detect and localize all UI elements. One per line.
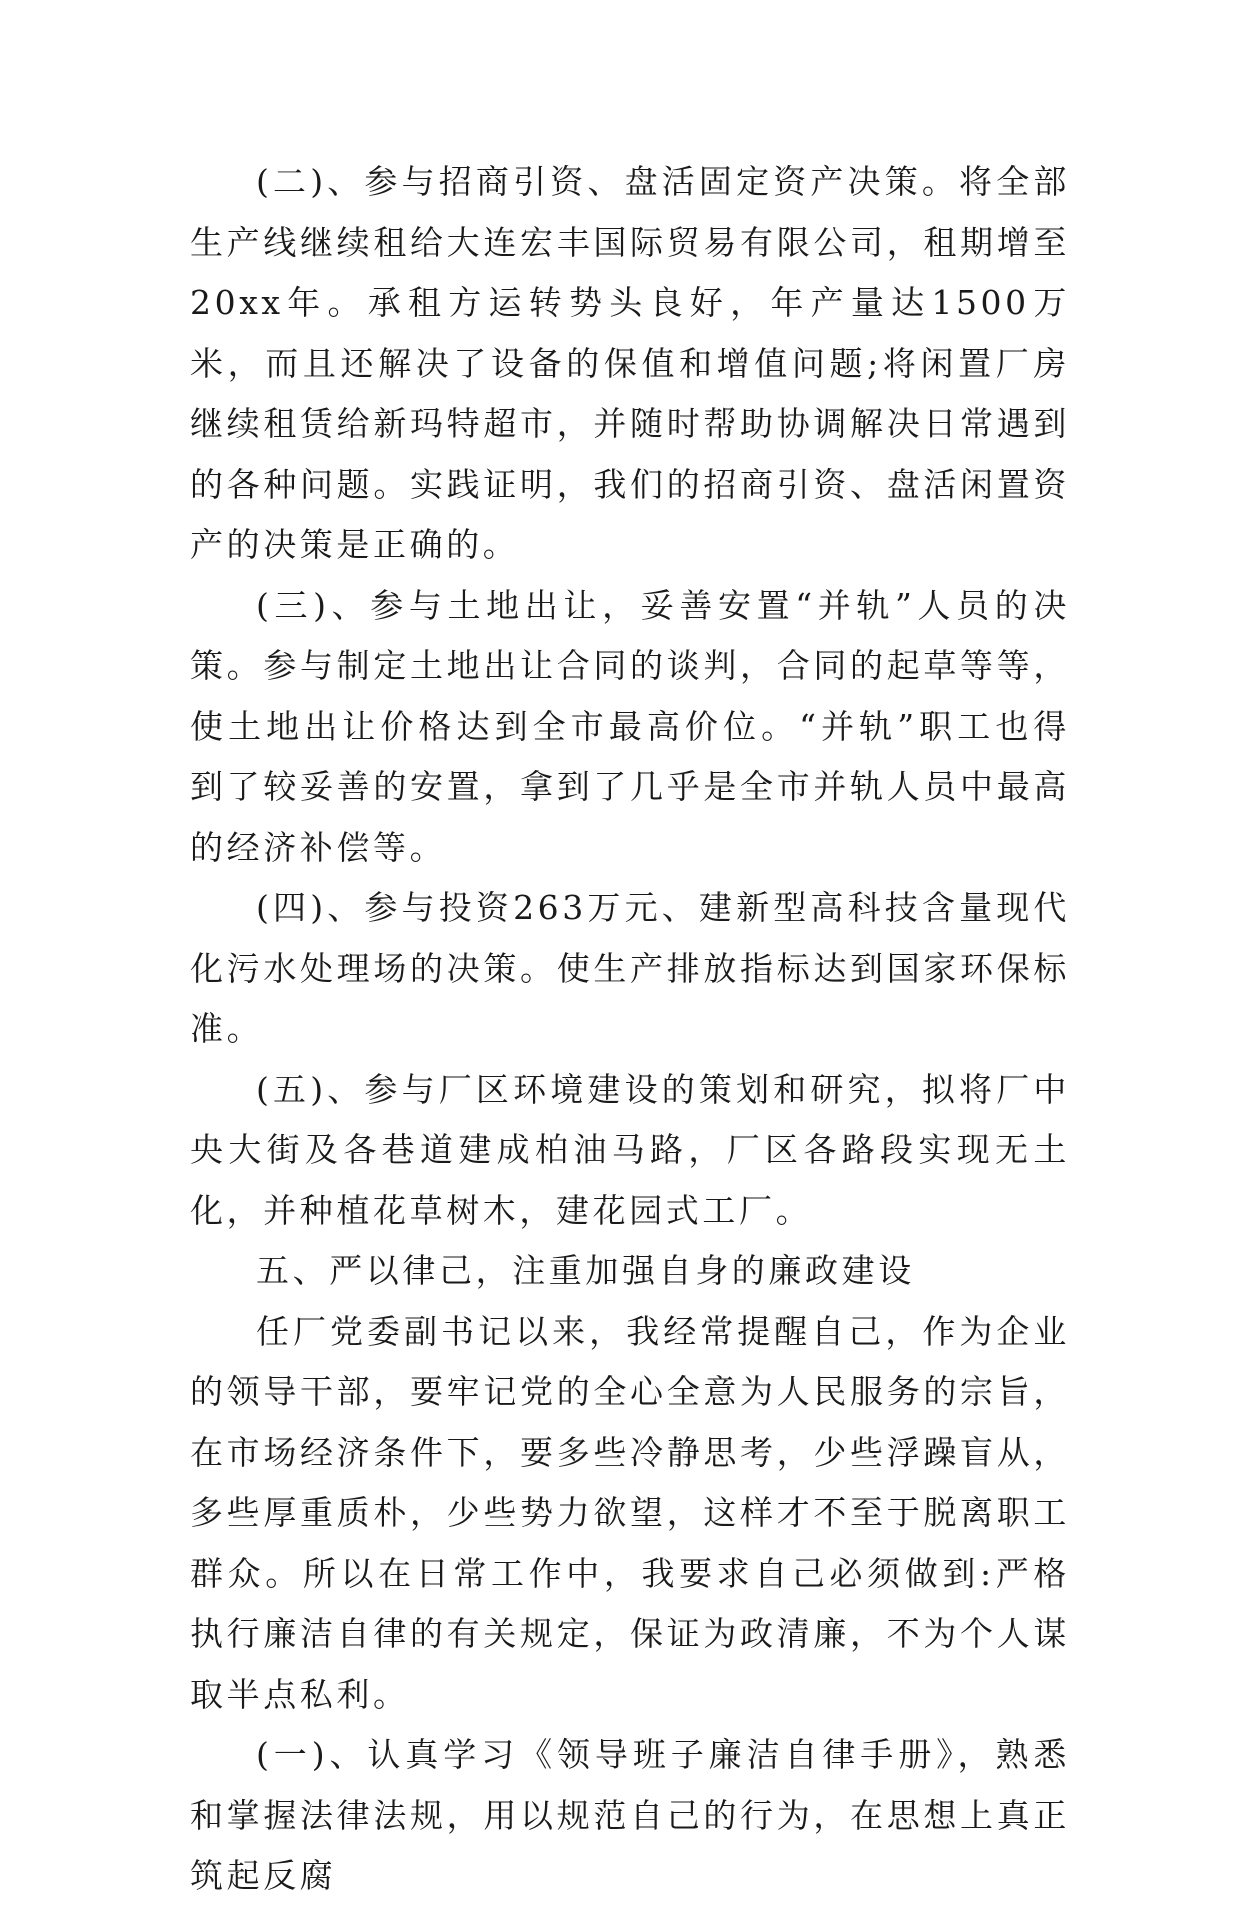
section-heading-integrity: 五、严以律己，注重加强自身的廉政建设 bbox=[256, 1251, 915, 1290]
paragraph-study-handbook: (一)、认真学习《领导班子廉洁自律手册》，熟悉和掌握法律法规，用以规范自己的行为，在思想上真正筑起反腐 bbox=[190, 1735, 1070, 1895]
paragraph-plant-environment: (五)、参与厂区环境建设的策划和研究，拟将厂中央大街及各巷道建成柏油马路，厂区各路段实现无土化，并种植花草树木，建花园式工厂。 bbox=[190, 1069, 1070, 1230]
paragraph-self-discipline: 任厂党委副书记以来，我经常提醒自己，作为企业的领导干部，要牢记党的全心全意为人民服务的宗旨，在市场经济条件下，要多些冷静思考，少些浮躁盲从，多些厚重质朴，少些势力欲望，这样才不至于脱离职工群众。所以在日常工作中，我要求自己必须做到:严格执行廉洁自律的有关规定，保证为政清廉，不为个人谋取半点私利。 bbox=[190, 1311, 1070, 1714]
paragraph-land-transfer-decision: (三)、参与土地出让，妥善安置“并轨”人员的决策。参与制定土地出让合同的谈判，合同的起草等等，使土地出让价格达到全市最高价位。“并轨”职工也得到了较妥善的安置，拿到了几乎是全市并轨人员中最高的经济补偿等。 bbox=[190, 585, 1070, 867]
paragraph-sewage-plant-decision: (四)、参与投资263万元、建新型高科技含量现代化污水处理场的决策。使生产排放指标达到国家环保标准。 bbox=[190, 888, 1070, 1048]
paragraph-land-lease-decision: (二)、参与招商引资、盘活固定资产决策。将全部生产线继续租给大连宏丰国际贸易有限公司，租期增至20xx年。承租方运转势头良好，年产量达1500万米，而且还解决了设备的保值和增值问题;将闲置厂房继续租赁给新玛特超市，并随时帮助协调解决日常遇到的各种问题。实践证明，我们的招商引资、盘活闲置资产的决策是正确的。 bbox=[190, 162, 1070, 564]
document-body bbox=[190, 152, 1070, 1907]
